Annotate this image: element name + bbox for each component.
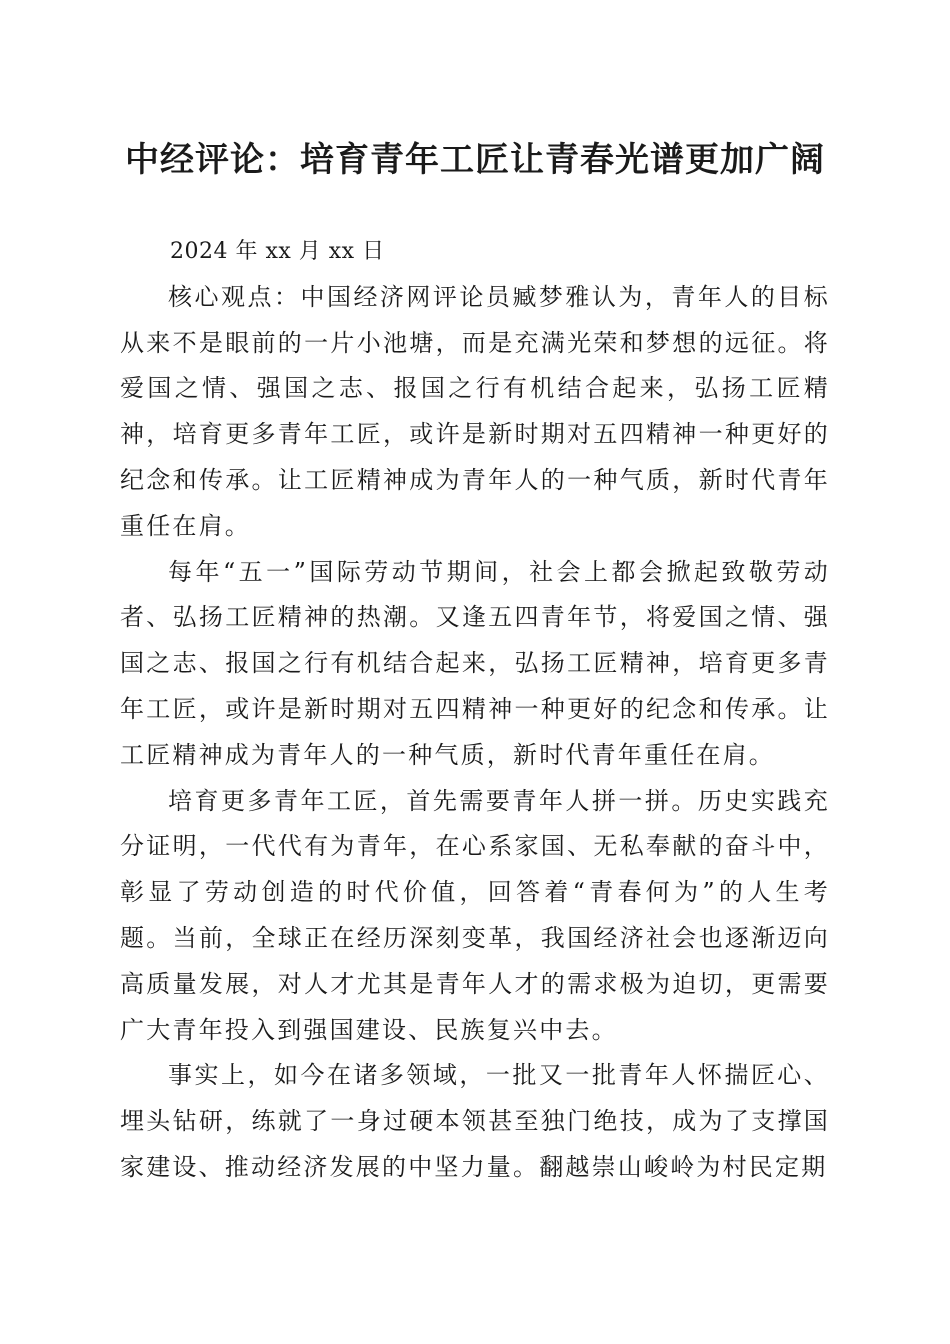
paragraph-core-viewpoint: 核心观点：中国经济网评论员臧梦雅认为，青年人的目标从来不是眼前的一片小池塘，而是充满光荣和梦想的远征。将爱国之情、强国之志、报国之行有机结合起来，弘扬工匠精神，培育更多青年工匠，或许是新时期对五四精神一种更好的纪念和传承。让工匠精神成为青年人的一种气质，新时代青年重任在肩。 bbox=[120, 282, 830, 540]
document-date: 2024 年 xx 月 xx 日 bbox=[170, 239, 385, 264]
paragraph-labor-day: 每年“五一”国际劳动节期间，社会上都会掀起致敬劳动者、弘扬工匠精神的热潮。又逢五四青年节，将爱国之情、强国之志、报国之行有机结合起来，弘扬工匠精神，培育更多青年工匠，或许是新时期对五四精神一种更好的纪念和传承。让工匠精神成为青年人的一种气质，新时代青年重任在肩。 bbox=[120, 557, 830, 769]
paragraph-young-craftsmen: 培育更多青年工匠，首先需要青年人拼一拼。历史实践充分证明，一代代有为青年，在心系家国、无私奉献的奋斗中，彰显了劳动创造的时代价值，回答着“青春何为”的人生考题。当前，全球正在经历深刻变革，我国经济社会也逐渐迈向高质量发展，对人才尤其是青年人才的需求极为迫切，更需要广大青年投入到强国建设、民族复兴中去。 bbox=[120, 786, 830, 1044]
document-body bbox=[120, 229, 830, 1191]
document-title: 中经评论：培育青年工匠让青春光谱更加广阔 bbox=[125, 140, 825, 180]
paragraph-in-fact: 事实上，如今在诸多领域，一批又一批青年人怀揣匠心、埋头钻研，练就了一身过硬本领甚至独门绝技，成为了支撑国家建设、推动经济发展的中坚力量。翻越崇山峻岭为村民定期 bbox=[120, 1061, 830, 1181]
